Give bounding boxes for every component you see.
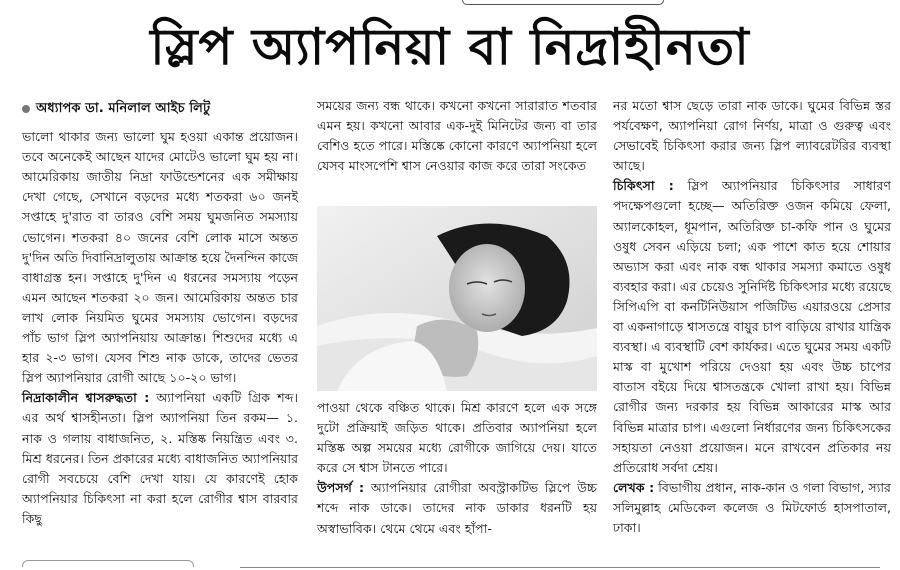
apnea-definition-paragraph — [22, 388, 298, 529]
subheading-sleep-apnea: নিদ্রাকালীন শ্বাসরুদ্ধতা : — [22, 390, 150, 406]
column-3 — [613, 96, 891, 538]
sleeping-woman-illustration — [317, 206, 597, 391]
symptoms-paragraph — [317, 478, 597, 538]
column-2-top — [317, 96, 597, 176]
apnea-definition-text: অ্যাপনিয়া একটি গ্রিক শব্দ। এর অর্থ শ্বাসহীনতা। স্লিপ অ্যাপনিয়া তিন রকম— ১. নাক ও গলায় বাধাজনিত, ২. মস্তিষ্ক নিয়ন্ত্রিত এবং ৩. মিশ্র ধরনের। তিন প্রকারের মধ্যে বাধাজনিত অ্যাপনিয়ার রোগী সবচেয়ে বেশি দেখা যায়। যে কারণেই হোক অ্যাপনিয়ার চিকিৎসা না করা হলে রোগীর শ্বাস বারবার কিছু — [22, 390, 299, 526]
treatment-text: স্লিপ অ্যাপনিয়ার চিকিৎসার সাধারণ পদক্ষেপগুলো হচ্ছে— অতিরিক্ত ওজন কমিয়ে ফেলা, অ্যালকোহল, ধূমপান, অতিরিক্ত চা-কফি পান ও ঘুমের ওষুধ সেবন এড়িয়ে চলা; এক পাশে কাত হয়ে শোয়ার অভ্যাস করা এবং নাক বন্ধ থাকার সমস্যা কমাতে ওষুধ ব্যবহার করা। এর চেয়েও সুনির্দিষ্ট চিকিৎসার মধ্যে রয়েছে সিপিএপি বা কনটিনিউয়াস পজিটিভ এয়ারওয়ে প্রেসার বা একনাগাড়ে শ্বাসতন্ত্রে বায়ুর চাপ বাড়িয়ে রাখার যান্ত্রিক ব্যবস্থা। এ ব্যবস্থাটি বেশ কার্যকর। এতে ঘুমের সময় একটি মাস্ক বা মুখোশ পরিয়ে দেওয়া হয় এবং উচ্চ চাপের বাতাস বইয়ে দিয়ে শ্বাসতন্ত্রকে খোলা রাখা হয়। বিভিন্ন রোগীর জন্য দরকার হয় বিভিন্ন আকারের মাস্ক আর বিভিন্ন মাত্রার চাপ। এগুলো নির্ধারণের জন্য চিকিৎসকের সহায়তা নেওয়া প্রয়োজন। মনে রাখবেন প্রতিকার নয় প্রতিরোধ সর্বদা শ্রেয়। — [613, 178, 891, 475]
author-byline — [22, 99, 298, 119]
col3-top-paragraph: নর মতো শ্বাস ছেড়ে তারা নাক ডাকে। ঘুমের বিভিন্ন স্তর পর্যবেক্ষণ, অ্যাপনিয়া রোগ নির্ণয়, মাত্রা ও গুরুত্ব এবং সেভাবেই চিকিৎসা করার জন্য স্লিপ ল্যাবরেটরির ব্যবস্থা আছে। — [613, 98, 891, 174]
bottom-frame-rule — [22, 560, 194, 567]
col2-top-paragraph: সময়ের জন্য বন্ধ থাকে। কখনো কখনো সারারাত শতবার এমন হয়। কখনো আবার এক-দুই মিনিটের জন্য বা তার বেশিও হতে পারে। মস্তিষ্কে কোনো কারণে অ্যাপনিয়া হলে যেসব মাংসপেশি শ্বাস নেওয়ার কাজ করে তারা সংকেত — [317, 98, 597, 174]
column-2-bottom — [317, 398, 597, 539]
subheading-treatment: চিকিৎসা : — [613, 178, 674, 194]
symptoms-text: অ্যাপনিয়ার রোগীরা অবস্ট্রাকটিভ স্লিপে উচ্চ শব্দে নাক ডাকে। তাদের নাক ডাকার ধরনটি হয় অস্বাভাবিক। থেমে থেমে এবং হাঁপা- — [317, 480, 597, 536]
treatment-paragraph — [613, 176, 891, 477]
bullet-icon — [22, 105, 30, 113]
bottom-divider — [240, 567, 880, 568]
headline: স্লিপ অ্যাপনিয়া বা নিদ্রাহীনতা — [150, 17, 750, 76]
writer-paragraph — [613, 478, 891, 538]
intro-paragraph: ভালো থাকার জন্য ভালো ঘুম হওয়া একান্ত প্রয়োজন। তবে অনেকেই আছেন যাদের মোটেও ভালো ঘুম হয় না। আমেরিকায় জাতীয় নিদ্রা ফাউন্ডেশনের এক সমীক্ষায় দেখা গেছে, সেখানে বড়দের মধ্যে শতকরা ৬০ জনই সপ্তাহে দু'রাত বা তারও বেশি সময় ঘুমজনিত সমস্যায় ভোগেন। শতকরা ৪০ জনের বেশি লোক মাসে অন্তত দু'দিন অতি দিবানিদ্রালুতায় আক্রান্ত হয়ে দৈনন্দিন কাজে বাধাগ্রস্ত হন। সপ্তাহে দু'দিন এ ধরনের সমস্যায় পড়েন এমন আছেন শতকরা ২০ জন। আমেরিকায় অন্তত চার লাখ লোক নিয়মিত ঘুমের সমস্যায় ভোগেন। বড়দের পাঁচ ভাগ স্লিপ অ্যাপনিয়ায় আক্রান্ত। শিশুদের মধ্যে এ হার ২-৩ ভাগ। যেসব শিশু নাক ডাকে, তাদের ভেতর স্লিপ অ্যাপনিয়ার রোগী আছে ১০-২০ ভাগ। — [22, 129, 298, 386]
writer-label: লেখক : — [613, 479, 655, 495]
writer-text: বিভাগীয় প্রধান, নাক-কান ও গলা বিভাগ, স্যার সলিমুল্লাহ মেডিকেল কলেজ ও মিটফোর্ড হাসপাতাল, ঢাকা। — [613, 479, 891, 535]
col2-bottom-paragraph: পাওয়া থেকে বঞ্চিত থাকে। মিশ্র কারণে হলে এক সঙ্গে দুটো প্রক্রিয়াই জড়িত থাকে। প্রতিবার অ্যাপনিয়া হলে মস্তিষ্ক অল্প সময়ের মধ্যে রোগীকে জাগিয়ে দেয়। যাতে করে সে শ্বাস টানতে পারে। — [317, 400, 597, 476]
column-1 — [22, 99, 298, 529]
subheading-symptoms: উপসর্গ : — [317, 480, 365, 496]
author-name: অধ্যাপক ডা. মনিলাল আইচ লিটু — [36, 101, 211, 116]
top-frame-rule — [462, 0, 664, 5]
sleeping-woman-photo — [317, 206, 597, 391]
